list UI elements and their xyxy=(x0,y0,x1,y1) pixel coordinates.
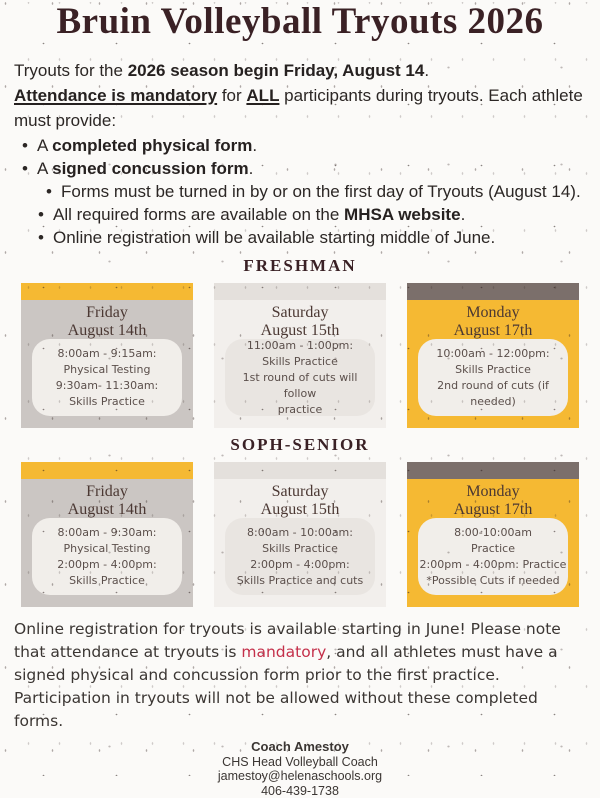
outro-mandatory-highlight: mandatory xyxy=(241,643,326,661)
bullet-physical-form: • A completed physical form. xyxy=(22,134,590,157)
card-body xyxy=(214,300,386,428)
card-body xyxy=(407,300,579,428)
card-freshman-friday xyxy=(21,283,193,428)
card-schedule-box: 8:00-10:00am Practice 2:00pm - 4:00pm: Practice *Possible Cuts if needed xyxy=(418,518,568,595)
intro-paragraph: Tryouts for the 2026 season begin Friday, August 14. Attendance is mandatory for ALL participants during tryouts. Each athlete must provide: xyxy=(14,58,588,133)
card-schedule-box: 8:00am - 10:00am: Skills Practice 2:00pm - 4:00pm: Skills Practice and cuts xyxy=(225,518,375,595)
coach-name: Coach Amestoy xyxy=(0,740,600,755)
card-top-bar xyxy=(214,283,386,300)
outro-paragraph: Online registration for tryouts is available starting in June! Please note that attendance at tryouts is mandatory, and all athletes must have a signed physical and concussion form prior to the first practice. Participation in tryouts will not be allowed without these completed forms. xyxy=(14,618,588,733)
card-schedule-box: 11:00am - 1:00pm: Skills Practice 1st round of cuts will follow practice xyxy=(225,339,375,416)
card-day-heading: Saturday August 15th xyxy=(214,479,386,519)
card-freshman-saturday xyxy=(214,283,386,428)
soph-senior-cards xyxy=(0,462,600,607)
contact-block xyxy=(0,740,600,798)
freshman-heading: FRESHMAN xyxy=(0,256,600,276)
bullet-mhsa-website: • All required forms are available on the MHSA website. xyxy=(38,203,590,226)
card-freshman-monday xyxy=(407,283,579,428)
bullet-online-registration: • Online registration will be available starting middle of June. xyxy=(38,226,590,249)
intro-bold-date: 2026 season begin Friday, August 14 xyxy=(128,61,425,80)
bullet-concussion-form: • A signed concussion form. xyxy=(22,157,590,180)
card-schedule-box: 8:00am - 9:15am: Physical Testing 9:30am- 11:30am: Skills Practice xyxy=(32,339,182,416)
card-soph-friday xyxy=(21,462,193,607)
coach-role: CHS Head Volleyball Coach xyxy=(0,755,600,770)
card-top-bar xyxy=(407,283,579,300)
card-top-bar xyxy=(21,462,193,479)
intro-all: ALL xyxy=(246,86,279,105)
freshman-cards xyxy=(0,283,600,428)
card-day-heading: Friday August 14th xyxy=(21,479,193,519)
card-soph-saturday xyxy=(214,462,386,607)
coach-phone: 406-439-1738 xyxy=(0,784,600,798)
coach-email: jamestoy@helenaschools.org xyxy=(0,769,600,784)
card-top-bar xyxy=(407,462,579,479)
card-top-bar xyxy=(214,462,386,479)
soph-senior-heading: SOPH-SENIOR xyxy=(0,435,600,455)
page-title: Bruin Volleyball Tryouts 2026 xyxy=(0,2,600,42)
card-body xyxy=(214,479,386,607)
bullet-forms-deadline: • Forms must be turned in by or on the first day of Tryouts (August 14). xyxy=(46,180,590,203)
intro-attendance-mandatory: Attendance is mandatory xyxy=(14,86,217,105)
card-schedule-box: 10:00am - 12:00pm: Skills Practice 2nd round of cuts (if needed) xyxy=(418,339,568,416)
card-body xyxy=(21,479,193,607)
card-top-bar xyxy=(21,283,193,300)
intro-text: Tryouts for the xyxy=(14,61,128,80)
card-day-heading: Monday August 17th xyxy=(407,479,579,519)
card-day-heading: Monday August 17th xyxy=(407,300,579,340)
card-day-heading: Friday August 14th xyxy=(21,300,193,340)
card-day-heading: Saturday August 15th xyxy=(214,300,386,340)
card-body xyxy=(21,300,193,428)
card-soph-monday xyxy=(407,462,579,607)
card-body xyxy=(407,479,579,607)
card-schedule-box: 8:00am - 9:30am: Physical Testing 2:00pm - 4:00pm: Skills Practice xyxy=(32,518,182,595)
requirements-list xyxy=(0,134,590,249)
